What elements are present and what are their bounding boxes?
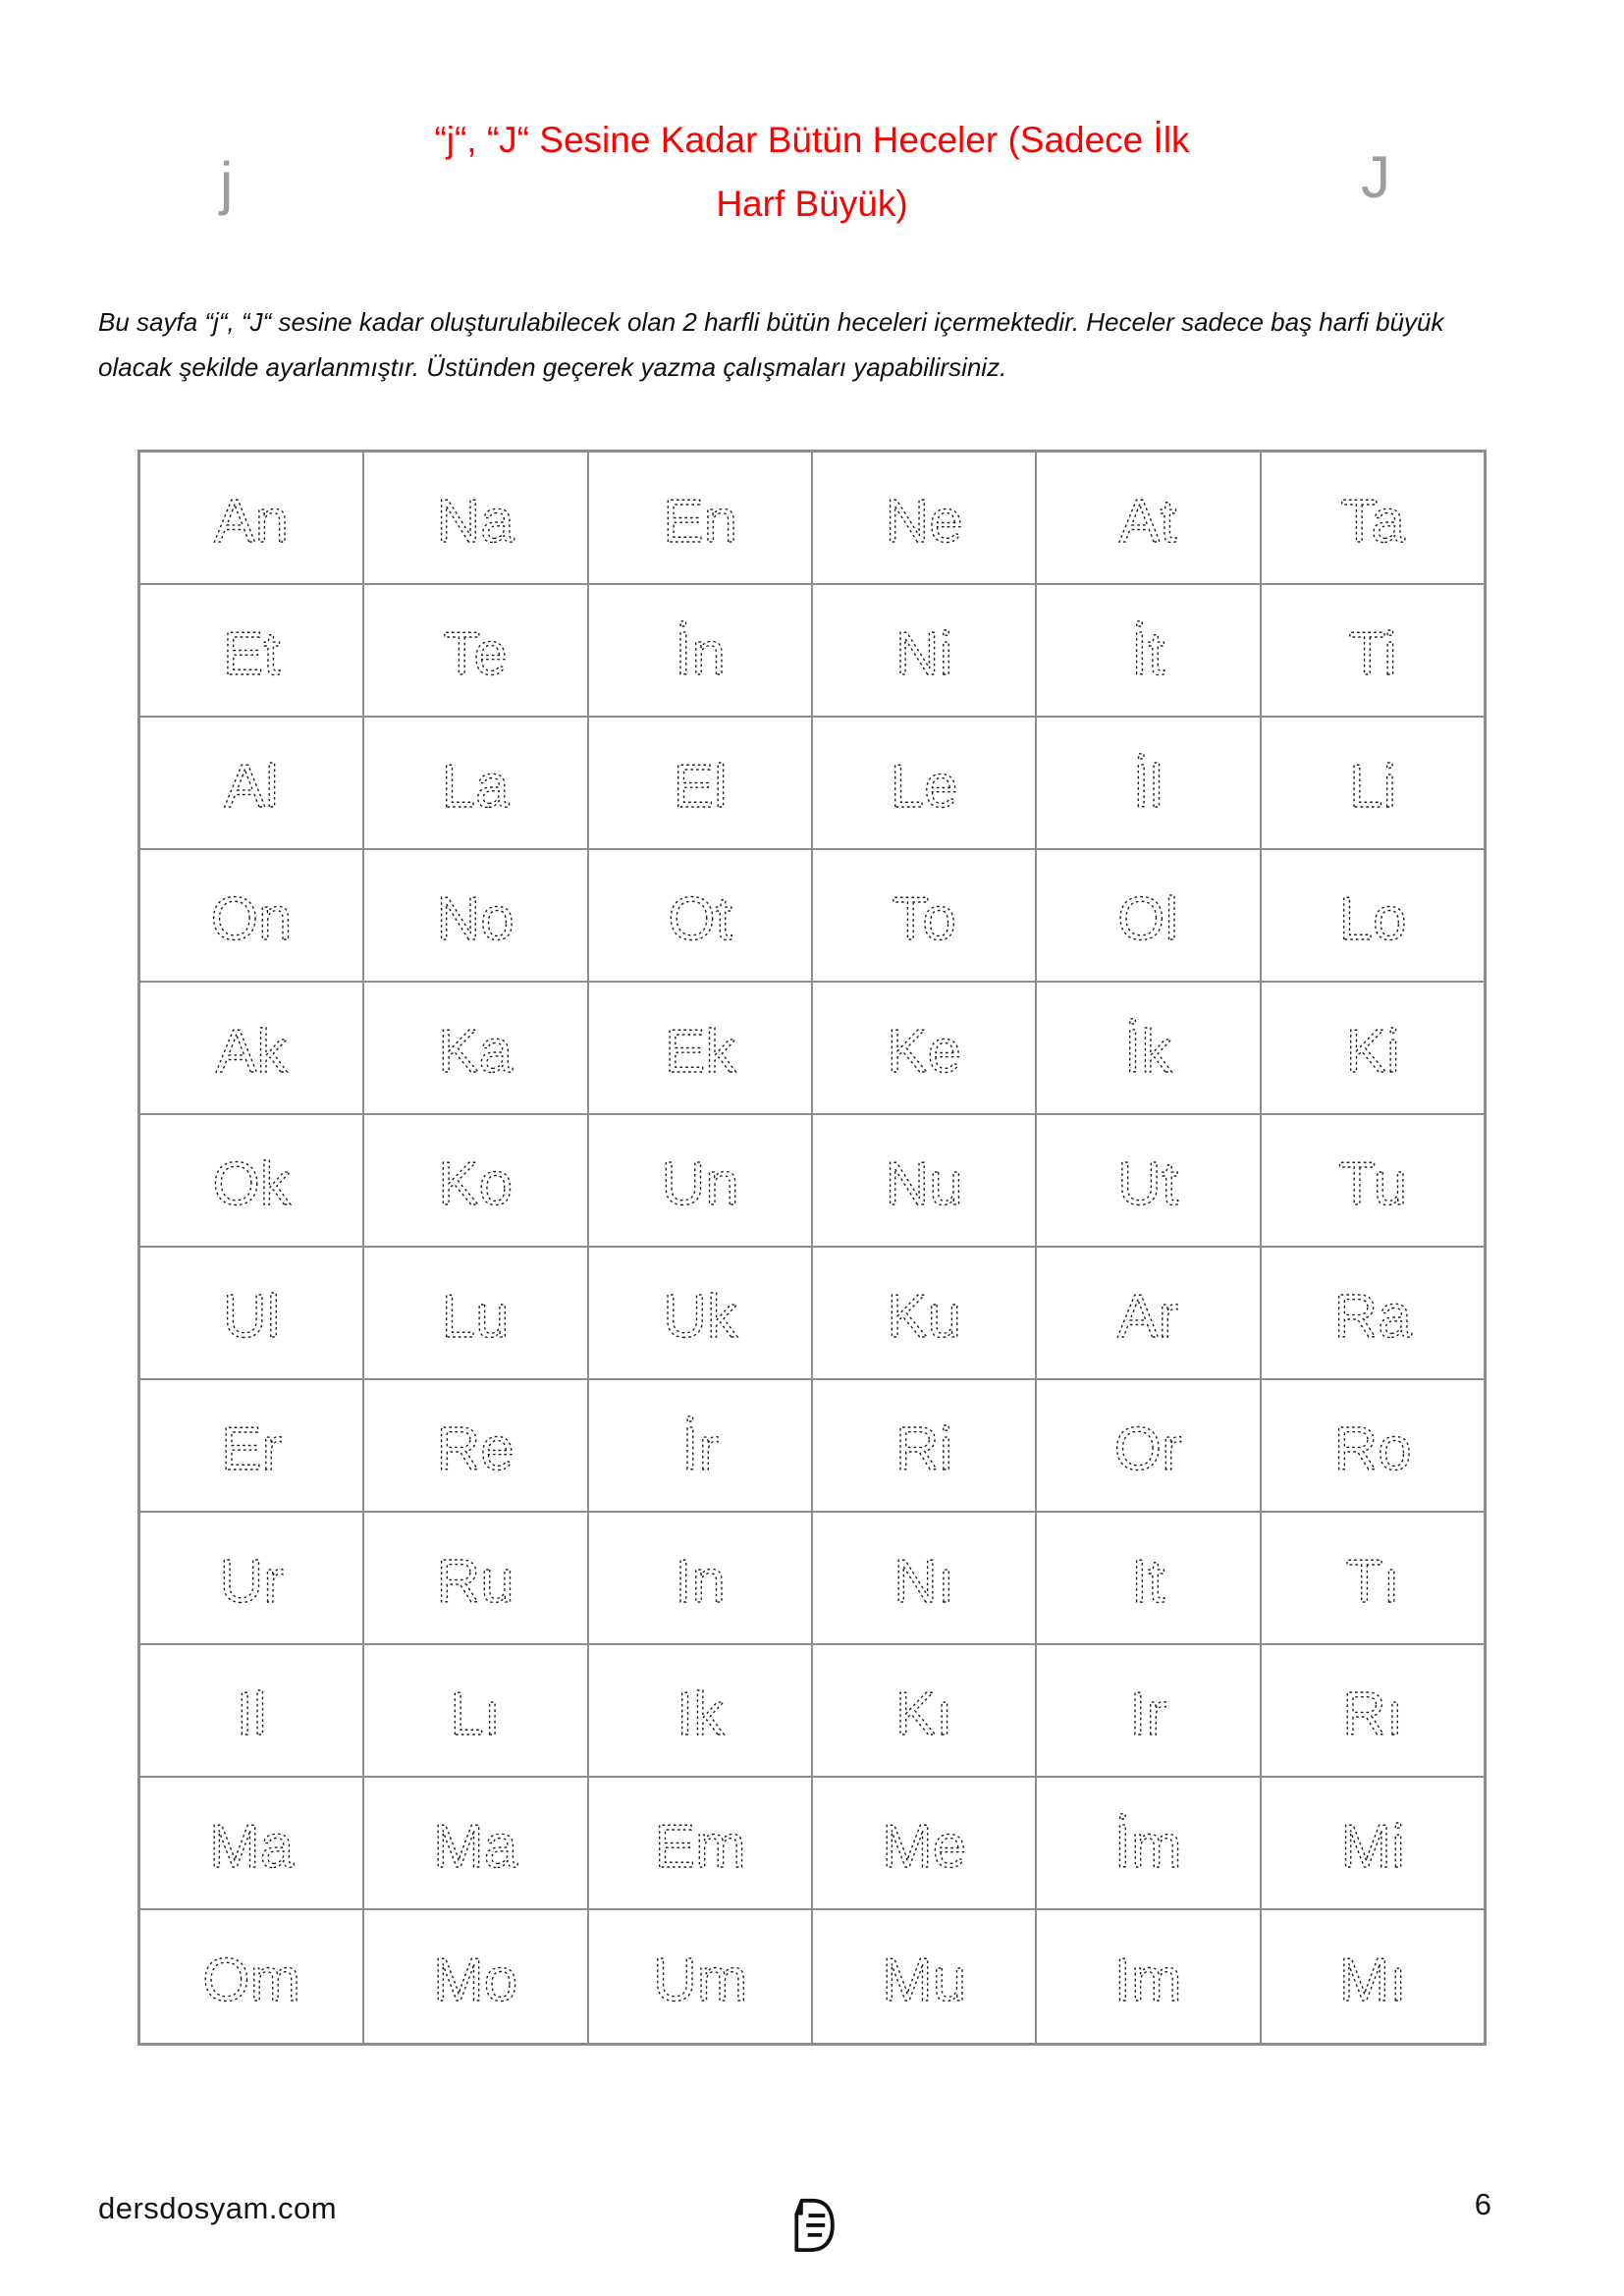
trace-cell[interactable] <box>1037 850 1261 983</box>
svg-text:Ik: Ik <box>676 1681 724 1748</box>
trace-cell[interactable] <box>140 585 364 718</box>
svg-text:Tu: Tu <box>1337 1150 1407 1218</box>
trace-cell[interactable] <box>589 1380 813 1513</box>
svg-text:İn: İn <box>674 620 726 688</box>
svg-text:Ek: Ek <box>664 1018 735 1086</box>
trace-cell[interactable] <box>813 1513 1037 1645</box>
trace-cell[interactable] <box>140 718 364 850</box>
svg-text:Ma: Ma <box>433 1813 518 1881</box>
dotted-trace-letters <box>364 1644 586 1777</box>
dotted-trace-letters <box>140 1247 362 1379</box>
trace-cell[interactable] <box>1262 1778 1484 1910</box>
trace-cell[interactable] <box>589 850 813 983</box>
table-row <box>140 1513 1484 1645</box>
svg-text:Ta: Ta <box>1340 488 1405 556</box>
svg-text:Un: Un <box>661 1150 739 1218</box>
trace-cell[interactable] <box>1037 718 1261 850</box>
trace-cell[interactable] <box>1037 1115 1261 1248</box>
svg-text:Uk: Uk <box>662 1283 737 1351</box>
svg-text:Ot: Ot <box>668 885 732 953</box>
svg-text:Ok: Ok <box>212 1150 291 1218</box>
dotted-trace-letters <box>364 1777 586 1909</box>
trace-cell[interactable] <box>589 585 813 718</box>
dotted-trace-letters <box>364 717 586 849</box>
trace-cell[interactable] <box>813 1778 1037 1910</box>
dotted-trace-letters <box>589 1910 811 2043</box>
dotted-trace-letters <box>140 1777 362 1909</box>
trace-cell[interactable] <box>589 453 813 585</box>
trace-cell[interactable] <box>140 983 364 1115</box>
dotted-trace-letters <box>140 982 362 1114</box>
dotted-trace-letters <box>1262 982 1484 1114</box>
trace-cell[interactable] <box>589 1115 813 1248</box>
trace-cell[interactable] <box>140 1645 364 1778</box>
dotted-trace-letters <box>1262 717 1484 849</box>
svg-text:İr: İr <box>680 1415 719 1483</box>
dotted-trace-letters <box>813 1114 1035 1247</box>
trace-cell[interactable] <box>1037 1380 1261 1513</box>
trace-cell[interactable] <box>1037 1645 1261 1778</box>
trace-cell[interactable] <box>364 1513 588 1645</box>
dotted-trace-letters <box>813 1644 1035 1777</box>
trace-cell[interactable] <box>140 1248 364 1380</box>
dotted-trace-letters <box>140 1910 362 2043</box>
trace-cell[interactable] <box>364 983 588 1115</box>
svg-text:Ir: Ir <box>1129 1681 1167 1748</box>
svg-text:Re: Re <box>436 1415 515 1483</box>
dotted-trace-letters <box>140 452 362 584</box>
trace-cell[interactable] <box>1037 1513 1261 1645</box>
svg-text:Ne: Ne <box>885 488 963 556</box>
svg-text:Ki: Ki <box>1345 1018 1400 1086</box>
trace-cell[interactable] <box>140 1380 364 1513</box>
dotted-trace-letters <box>364 452 586 584</box>
worksheet-description <box>98 300 1473 390</box>
dotted-trace-letters <box>813 584 1035 717</box>
trace-cell[interactable] <box>813 1115 1037 1248</box>
table-row <box>140 850 1484 983</box>
dotted-trace-letters <box>1262 1644 1484 1777</box>
dotted-trace-letters <box>140 1379 362 1512</box>
svg-text:Lu: Lu <box>442 1283 510 1351</box>
svg-text:Lo: Lo <box>1338 885 1407 953</box>
trace-cell[interactable] <box>140 453 364 585</box>
trace-cell[interactable] <box>1037 983 1261 1115</box>
svg-text:İl: İl <box>1132 753 1164 821</box>
dotted-trace-letters <box>364 1379 586 1512</box>
svg-text:İk: İk <box>1124 1018 1172 1086</box>
trace-cell[interactable] <box>1262 1645 1484 1778</box>
dotted-trace-letters <box>813 1777 1035 1909</box>
dotted-trace-letters <box>1262 452 1484 584</box>
dotted-trace-letters <box>1037 1777 1259 1909</box>
svg-text:Om: Om <box>202 1947 301 2014</box>
dotted-trace-letters <box>589 849 811 982</box>
trace-cell[interactable] <box>364 1910 588 2043</box>
dotted-trace-letters <box>1262 1777 1484 1909</box>
trace-cell[interactable] <box>1262 1115 1484 1248</box>
table-row <box>140 585 1484 718</box>
table-row <box>140 718 1484 850</box>
trace-cell[interactable] <box>364 1115 588 1248</box>
svg-text:Il: Il <box>236 1681 267 1748</box>
trace-cell[interactable] <box>364 585 588 718</box>
description-line1: Bu sayfa “j“, “J“ sesine kadar oluşturulabilecek olan 2 harfli bütün heceleri içermektedir. Heceler sadece baş harfi büyük <box>98 307 1444 337</box>
svg-text:Ut: Ut <box>1117 1150 1179 1218</box>
svg-text:Nu: Nu <box>885 1150 963 1218</box>
trace-cell[interactable] <box>140 850 364 983</box>
table-row <box>140 1645 1484 1778</box>
svg-text:Rı: Rı <box>1341 1681 1403 1748</box>
trace-cell[interactable] <box>364 1778 588 1910</box>
svg-text:Ak: Ak <box>215 1018 288 1086</box>
dotted-trace-letters <box>1037 1379 1259 1512</box>
svg-text:Ul: Ul <box>222 1283 281 1351</box>
svg-text:Ma: Ma <box>209 1813 295 1881</box>
trace-cell[interactable] <box>1262 718 1484 850</box>
svg-text:Ke: Ke <box>887 1018 962 1086</box>
svg-text:Ti: Ti <box>1348 620 1397 688</box>
trace-cell[interactable] <box>364 1380 588 1513</box>
svg-text:Ol: Ol <box>1117 885 1179 953</box>
svg-text:Et: Et <box>222 620 281 688</box>
svg-text:Er: Er <box>221 1415 283 1483</box>
dotted-trace-letters <box>813 1247 1035 1379</box>
dotted-trace-letters <box>140 717 362 849</box>
svg-text:Me: Me <box>882 1813 967 1881</box>
dotted-trace-letters <box>1037 1247 1259 1379</box>
svg-text:Nı: Nı <box>893 1548 955 1616</box>
trace-cell[interactable] <box>813 453 1037 585</box>
trace-cell[interactable] <box>140 1513 364 1645</box>
trace-cell[interactable] <box>1262 1513 1484 1645</box>
svg-text:Tı: Tı <box>1345 1548 1400 1616</box>
table-row <box>140 1115 1484 1248</box>
svg-text:Ku: Ku <box>887 1283 962 1351</box>
trace-cell[interactable] <box>813 1645 1037 1778</box>
trace-cell[interactable] <box>1262 983 1484 1115</box>
trace-cell[interactable] <box>1037 585 1261 718</box>
trace-cell[interactable] <box>1262 1380 1484 1513</box>
dotted-trace-letters <box>1037 1512 1259 1644</box>
svg-text:An: An <box>214 488 290 556</box>
watermark-letter-lowercase-j: j <box>220 150 234 216</box>
trace-cell[interactable] <box>589 1513 813 1645</box>
dotted-trace-letters <box>364 1512 586 1644</box>
svg-text:Li: Li <box>1348 753 1396 821</box>
dotted-trace-letters <box>813 849 1035 982</box>
trace-cell[interactable] <box>364 453 588 585</box>
trace-cell[interactable] <box>813 1248 1037 1380</box>
trace-cell[interactable] <box>1037 1248 1261 1380</box>
svg-text:Ka: Ka <box>438 1018 514 1086</box>
dotted-trace-letters <box>364 584 586 717</box>
trace-cell[interactable] <box>589 1248 813 1380</box>
dotted-trace-letters <box>813 717 1035 849</box>
trace-cell[interactable] <box>813 718 1037 850</box>
trace-cell[interactable] <box>589 1645 813 1778</box>
trace-cell[interactable] <box>364 718 588 850</box>
svg-text:To: To <box>892 885 956 953</box>
trace-cell[interactable] <box>140 1778 364 1910</box>
trace-cell[interactable] <box>1262 1910 1484 2043</box>
svg-text:İt: İt <box>1131 620 1165 688</box>
page-number: 6 <box>1474 2187 1491 2221</box>
dotted-trace-letters <box>1037 717 1259 849</box>
svg-text:Mu: Mu <box>882 1947 967 2014</box>
svg-text:Le: Le <box>890 753 958 821</box>
svg-text:Im: Im <box>1114 1947 1182 2014</box>
trace-cell[interactable] <box>364 1645 588 1778</box>
dotted-trace-letters <box>813 1910 1035 2043</box>
svg-text:On: On <box>210 885 293 953</box>
svg-text:Or: Or <box>1114 1415 1182 1483</box>
trace-cell[interactable] <box>813 983 1037 1115</box>
svg-text:It: It <box>1131 1548 1165 1616</box>
svg-text:At: At <box>1119 488 1177 556</box>
dotted-trace-letters <box>140 1114 362 1247</box>
dotted-trace-letters <box>589 452 811 584</box>
svg-text:Na: Na <box>436 488 515 556</box>
dotted-trace-letters <box>1037 849 1259 982</box>
trace-cell[interactable] <box>813 1380 1037 1513</box>
trace-cell[interactable] <box>1262 585 1484 718</box>
trace-cell[interactable] <box>1037 1910 1261 2043</box>
dotted-trace-letters <box>589 1247 811 1379</box>
trace-cell[interactable] <box>813 1910 1037 2043</box>
svg-text:La: La <box>442 753 510 821</box>
trace-cell[interactable] <box>589 1778 813 1910</box>
table-row <box>140 1248 1484 1380</box>
dotted-trace-letters <box>1037 1114 1259 1247</box>
dotted-trace-letters <box>589 584 811 717</box>
svg-text:Mo: Mo <box>433 1947 518 2014</box>
trace-cell[interactable] <box>589 718 813 850</box>
dotted-trace-letters <box>813 1379 1035 1512</box>
trace-cell[interactable] <box>589 1910 813 2043</box>
dotted-trace-letters <box>1262 1512 1484 1644</box>
dotted-trace-letters <box>1262 584 1484 717</box>
dotted-trace-letters <box>589 1777 811 1909</box>
trace-grid <box>137 450 1487 2046</box>
table-row <box>140 1778 1484 1910</box>
svg-text:Mi: Mi <box>1340 1813 1405 1881</box>
dotted-trace-letters <box>813 452 1035 584</box>
svg-text:No: No <box>436 885 515 953</box>
table-row <box>140 453 1484 585</box>
dotted-trace-letters <box>140 1644 362 1777</box>
trace-cell[interactable] <box>140 1115 364 1248</box>
svg-text:Ra: Ra <box>1333 1283 1412 1351</box>
svg-text:Ru: Ru <box>436 1548 515 1616</box>
svg-text:Um: Um <box>652 1947 748 2014</box>
dotted-trace-letters <box>364 849 586 982</box>
dotted-trace-letters <box>589 1114 811 1247</box>
dotted-trace-letters <box>589 1644 811 1777</box>
svg-text:Kı: Kı <box>894 1681 953 1748</box>
trace-cell[interactable] <box>1037 1778 1261 1910</box>
svg-text:Lı: Lı <box>450 1681 502 1748</box>
trace-cell[interactable] <box>140 1910 364 2043</box>
footer-site-url: dersdosyam.com <box>98 2191 338 2225</box>
svg-text:Te: Te <box>443 620 509 688</box>
dotted-trace-letters <box>364 1247 586 1379</box>
dotted-trace-letters <box>589 1379 811 1512</box>
dotted-trace-letters <box>1037 982 1259 1114</box>
dotted-trace-letters <box>1037 584 1259 717</box>
dotted-trace-letters <box>589 1512 811 1644</box>
table-row <box>140 1380 1484 1513</box>
trace-cell[interactable] <box>589 983 813 1115</box>
trace-cell[interactable] <box>1262 1248 1484 1380</box>
dotted-trace-letters <box>1262 1114 1484 1247</box>
dotted-trace-letters <box>1262 1910 1484 2043</box>
page-title-line1: “j“, “J“ Sesine Kadar Bütün Heceler (Sadece İlk <box>434 120 1190 160</box>
dotted-trace-letters <box>813 982 1035 1114</box>
dotted-trace-letters <box>1037 1644 1259 1777</box>
dotted-trace-letters <box>140 849 362 982</box>
watermark-letter-uppercase-j: J <box>1361 144 1390 210</box>
trace-cell[interactable] <box>1262 453 1484 585</box>
dotted-trace-letters <box>813 1512 1035 1644</box>
svg-text:In: In <box>674 1548 726 1616</box>
trace-cell[interactable] <box>1037 453 1261 585</box>
table-row <box>140 1910 1484 2043</box>
dotted-trace-letters <box>589 982 811 1114</box>
svg-text:Ko: Ko <box>438 1150 514 1218</box>
dotted-trace-letters <box>589 717 811 849</box>
dotted-trace-letters <box>364 1910 586 2043</box>
dotted-trace-letters <box>364 1114 586 1247</box>
trace-cell[interactable] <box>1262 850 1484 983</box>
dotted-trace-letters <box>1262 1379 1484 1512</box>
dotted-trace-letters <box>1262 1247 1484 1379</box>
svg-text:El: El <box>673 753 728 821</box>
page-title-line2: Harf Büyük) <box>716 184 908 224</box>
svg-text:Ni: Ni <box>894 620 953 688</box>
svg-text:Ri: Ri <box>894 1415 953 1483</box>
dotted-trace-letters <box>140 1512 362 1644</box>
trace-cell[interactable] <box>364 850 588 983</box>
svg-text:Al: Al <box>224 753 279 821</box>
svg-text:Ur: Ur <box>219 1548 284 1616</box>
dotted-trace-letters <box>1037 1910 1259 2043</box>
table-row <box>140 983 1484 1115</box>
svg-text:İm: İm <box>1114 1813 1182 1881</box>
dotted-trace-letters <box>364 982 586 1114</box>
trace-cell[interactable] <box>813 850 1037 983</box>
dotted-trace-letters <box>140 584 362 717</box>
trace-cell[interactable] <box>813 585 1037 718</box>
svg-text:Mı: Mı <box>1338 1947 1407 2014</box>
trace-cell[interactable] <box>364 1248 588 1380</box>
dotted-trace-letters <box>1262 849 1484 982</box>
svg-text:Ro: Ro <box>1333 1415 1412 1483</box>
svg-text:En: En <box>662 488 737 556</box>
description-line2: olacak şekilde ayarlanmıştır. Üstünden geçerek yazma çalışmaları yapabilirsiniz. <box>98 351 1007 382</box>
dotted-trace-letters <box>1037 452 1259 584</box>
svg-text:Em: Em <box>654 1813 746 1881</box>
document-icon <box>785 2197 835 2260</box>
svg-text:Ar: Ar <box>1117 1283 1179 1351</box>
